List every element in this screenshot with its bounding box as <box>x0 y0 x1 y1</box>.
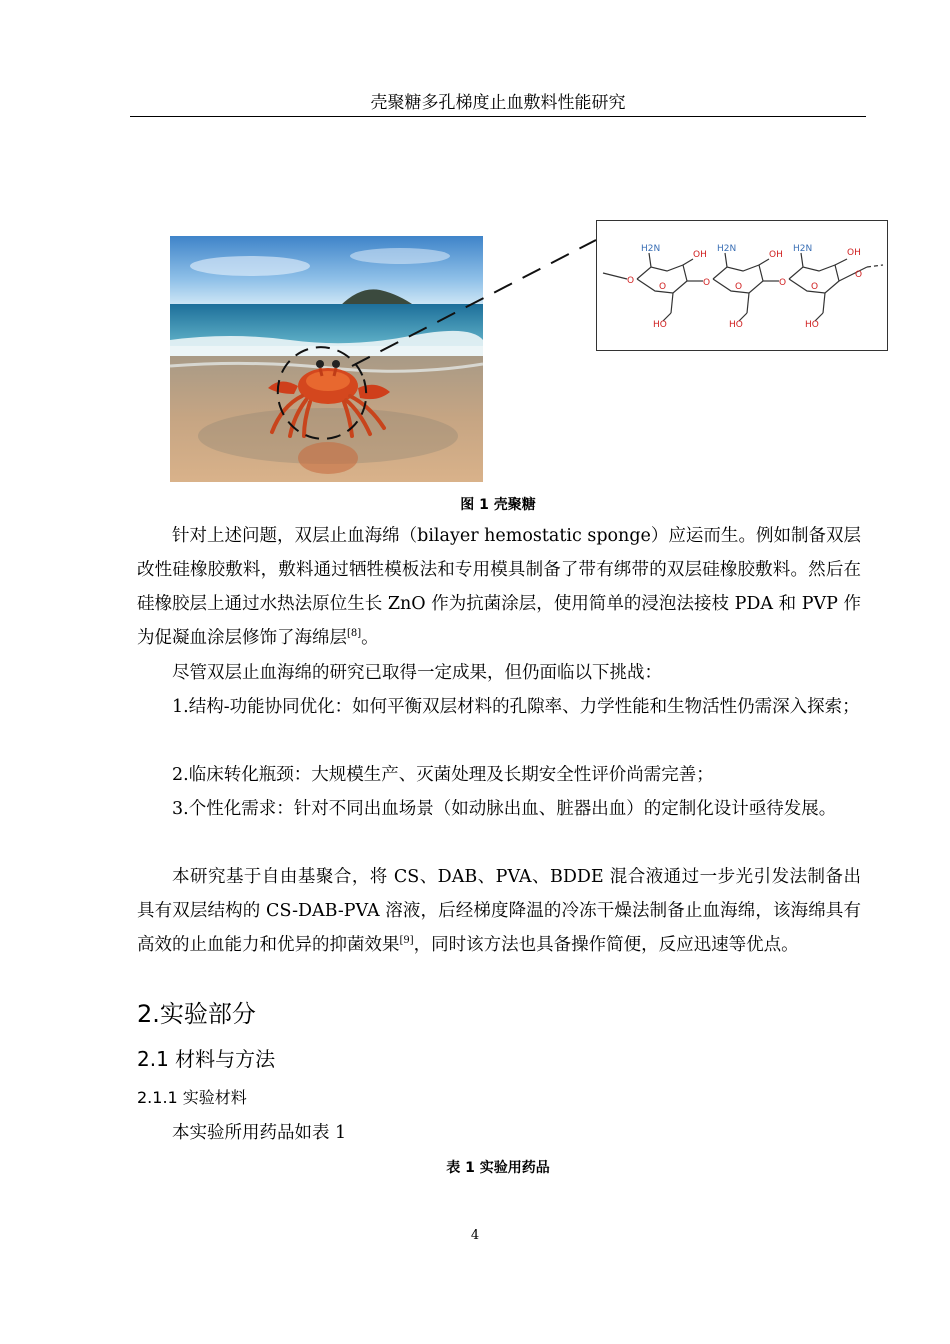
running-header: 壳聚糖多孔梯度止血敷料性能研究 <box>370 93 626 113</box>
chitosan-structure-drawing <box>597 221 886 349</box>
section-heading-2-1: 2.1 材料与方法 <box>137 1047 276 1071</box>
hydroxyl-label-1: OH <box>693 250 707 260</box>
citation-8: [8] <box>347 628 362 640</box>
paragraph-challenge-1: 1.结构-功能协同优化：如何平衡双层材料的孔隙率、力学性能和生物活性仍需深入探索； <box>172 697 860 717</box>
paragraph-text: 本研究基于自由基聚合，将 CS、DAB、PVA、BDDE 混合液通过一步光引发法制备出具有双层结构的 CS-DAB-PVA 溶液，后经梯度降温的冷冻干燥法制备止血海绵，该海绵具有高效的止血能力和优异的抑菌效果 <box>137 867 861 955</box>
paragraph-challenge-2: 2.临床转化瓶颈：大规模生产、灭菌处理及长期安全性评价尚需完善； <box>172 765 714 785</box>
paragraph-challenges: 尽管双层止血海绵的研究已取得一定成果，但仍面临以下挑战： <box>172 663 662 683</box>
page-number: 4 <box>470 1228 480 1243</box>
oxygen-label-2: O <box>659 282 667 292</box>
figure-1-caption: 图 1 壳聚糖 <box>460 497 536 513</box>
oxygen-label-7: O <box>855 270 863 280</box>
table-1-caption: 表 1 实验用药品 <box>446 1160 550 1176</box>
citation-9: [9] <box>399 935 414 947</box>
amine-label-2: H2N <box>717 244 737 254</box>
paragraph-challenge-3: 3.个性化需求：针对不同出血场景（如动脉出血、脏器出血）的定制化设计亟待发展。 <box>172 799 837 819</box>
oxygen-label-3: O <box>703 278 711 288</box>
crab-on-beach-photo <box>170 236 483 482</box>
oxygen-label-6: O <box>811 282 819 292</box>
chitosan-structure-diagram <box>596 220 888 351</box>
oxygen-label-5: O <box>779 278 787 288</box>
oxygen-label-4: O <box>735 282 743 292</box>
amine-label-3: H2N <box>793 244 813 254</box>
header-rule <box>130 116 866 117</box>
paragraph-end: 。 <box>361 628 379 648</box>
hydroxyl-label-3: OH <box>847 248 861 258</box>
oxygen-label-1: O <box>627 276 635 286</box>
hydroxymethyl-label-3: HO <box>805 320 819 330</box>
section-heading-2-1-1: 2.1.1 实验材料 <box>137 1088 247 1107</box>
paragraph-bilayer-intro <box>137 519 861 655</box>
amine-label-1: H2N <box>641 244 661 254</box>
paragraph-study-overview <box>137 860 861 962</box>
hydroxyl-label-2: OH <box>769 250 783 260</box>
paragraph-table-intro: 本实验所用药品如表 1 <box>172 1123 347 1143</box>
hydroxymethyl-label-1: HO <box>653 320 667 330</box>
crab-photo-drawing <box>170 236 483 482</box>
paragraph-text-cont: ，同时该方法也具备操作简便，反应迅速等优点。 <box>413 935 799 955</box>
section-heading-2: 2.实验部分 <box>137 1000 256 1028</box>
hydroxymethyl-label-2: HO <box>729 320 743 330</box>
paragraph-text: 针对上述问题，双层止血海绵（bilayer hemostatic sponge）应运而生。例如制备双层改性硅橡胶敷料，敷料通过牺牲模板法和专用模具制备了带有绑带的双层硅橡胶敷料。然后在硅橡胶层上通过水热法原位生长 ZnO 作为抗菌涂层，使用简单的浸泡法接枝 PDA 和 PVP 作为促凝血涂层修饰了海绵层 <box>137 526 861 648</box>
